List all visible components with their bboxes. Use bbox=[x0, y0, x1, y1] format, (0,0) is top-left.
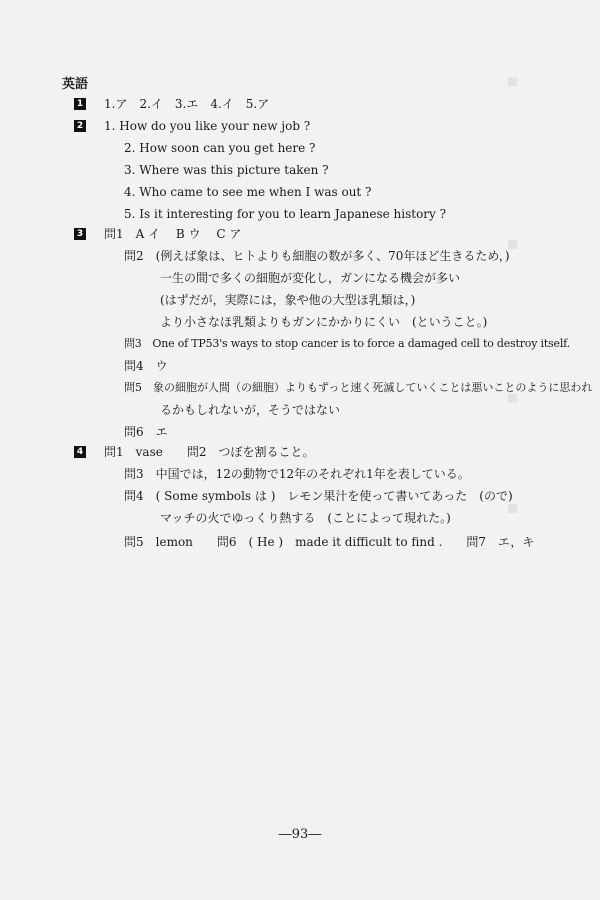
section-3-question-2-line-3: (はずだが，実際には，象や他の大型ほ乳類は，) bbox=[160, 293, 416, 307]
subject-heading: 英語 bbox=[62, 77, 89, 92]
section-3-question-2-line-1: 問2 (例えば象は、ヒトよりも細胞の数が多く、70年ほど生きるため，) bbox=[124, 249, 510, 263]
section-3-question-2-line-2: 一生の間で多くの細胞が変化し，ガンになる機会が多い bbox=[160, 271, 461, 285]
section-3-question-3: 問3 One of TP53's ways to stop cancer is to force a damaged cell to destroy itself. bbox=[124, 337, 570, 350]
section-4-badge: 4 bbox=[74, 446, 86, 458]
section-3-question-5-line-1: 問5 象の細胞が人間（の細胞）よりもずっと速く死滅していくことは悪いことのように思われ bbox=[124, 381, 593, 394]
section-1-answers: 1.ア 2.イ 3.エ 4.イ 5.ア bbox=[104, 97, 270, 111]
section-2-answer-2: 2. How soon can you get here ? bbox=[124, 141, 316, 155]
section-4-question-4-line-1: 問4 ( Some symbols は ) レモン果汁を使って書いてあった (ので) bbox=[124, 489, 513, 503]
section-2-answer-4: 4. Who came to see me when I was out ? bbox=[124, 185, 372, 199]
section-3-badge: 3 bbox=[74, 228, 86, 240]
section-3-question-1: 問1 A イ B ウ C ア bbox=[104, 227, 242, 241]
section-2-answer-5: 5. Is it interesting for you to learn Japanese history ? bbox=[124, 207, 447, 221]
section-2-answer-1: 1. How do you like your new job ? bbox=[104, 119, 311, 133]
section-3-question-4: 問4 ウ bbox=[124, 359, 168, 373]
section-3-question-2-line-4: より小さなほ乳類よりもガンにかかりにくい (ということ。) bbox=[160, 315, 488, 329]
ghost-mark bbox=[508, 77, 517, 86]
section-1-badge: 1 bbox=[74, 98, 86, 110]
section-2-badge: 2 bbox=[74, 120, 86, 132]
section-4-questions-5-7: 問5 lemon 問6 ( He ) made it difficult to find . 問7 エ，キ bbox=[124, 535, 535, 549]
section-3-question-5-line-2: るかもしれないが，そうではない bbox=[160, 403, 341, 417]
ghost-mark bbox=[508, 504, 517, 513]
section-4-question-4-line-2: マッチの火でゆっくり熱する (ことによって現れた。) bbox=[160, 511, 451, 525]
section-2-answer-3: 3. Where was this picture taken ? bbox=[124, 163, 329, 177]
page-number: ―93― bbox=[278, 827, 322, 842]
section-4-question-3: 問3 中国では，12の動物で12年のそれぞれ1年を表している。 bbox=[124, 467, 470, 481]
section-4-questions-1-2: 問1 vase 問2 つぼを割ること。 bbox=[104, 445, 315, 459]
section-3-question-6: 問6 エ bbox=[124, 425, 168, 439]
